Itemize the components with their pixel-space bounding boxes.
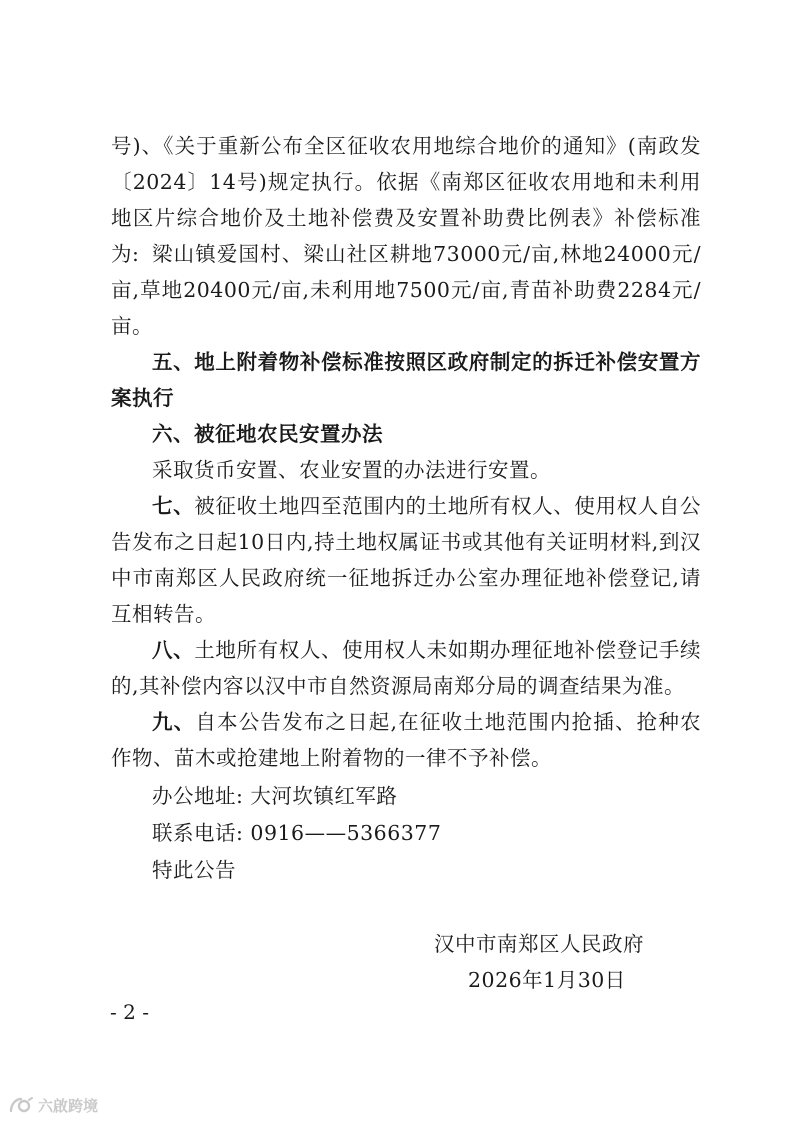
- heading-section-six: 六、被征地农民安置办法: [152, 422, 383, 446]
- heading-section-five: 五、地上附着物补偿标准按照区政府制定的拆迁补偿安置方案执行: [111, 350, 701, 410]
- paragraph-section-seven: 七、被征收土地四至范围内的土地所有权人、使用权人自公告发布之日起10日内,持土地权属证书或其他有关证明材料,到汉中市南郑区人民政府统一征地拆迁办公室办理征地补偿登记,请互相转告。: [111, 494, 702, 626]
- page-number: - 2 -: [110, 1000, 149, 1024]
- paragraph-compensation-basis: 号)、《关于重新公布全区征收农用地综合地价的通知》(南政发〔2024〕14号)规定执行。依据《南郑区征收农用地和未利用地区片综合地价及土地补偿费及安置补助费比例表》补偿标准为:: [111, 134, 701, 266]
- watermark-logo-icon: [8, 1096, 34, 1114]
- watermark-text: 六啟跨境: [38, 1096, 99, 1115]
- paragraph-section-nine: 九、自本公告发布之日起,在征收土地范围内抢插、抢种农作物、苗木或抢建地上附着物的一律不予补偿。: [111, 710, 701, 770]
- paragraph-compensation-rates: 梁山镇爱国村、梁山社区耕地73000元/亩,林地24000元/亩,草地20400元/亩,未利用地7500元/亩,青苗补助费2284元/亩。: [111, 242, 701, 338]
- office-address: 办公地址: 大河坎镇红军路: [152, 784, 398, 808]
- signature-date: 2026年1月30日: [468, 968, 626, 992]
- signature-organization: 汉中市南郑区人民政府: [434, 932, 644, 956]
- paragraph-section-eight: 八、土地所有权人、使用权人未如期办理征地补偿登记手续的,其补偿内容以汉中市自然资源局南郑分局的调查结果为准。: [111, 638, 702, 698]
- contact-phone: 联系电话: 0916——5366377: [152, 821, 442, 845]
- watermark: [8, 1094, 98, 1116]
- paragraph-resettlement-method: 采取货币安置、农业安置的办法进行安置。: [152, 458, 551, 482]
- section-eight-lead: 八、: [152, 638, 195, 662]
- section-seven-lead: 七、: [152, 494, 195, 518]
- closing-notice: 特此公告: [152, 858, 236, 882]
- section-nine-lead: 九、: [152, 710, 196, 734]
